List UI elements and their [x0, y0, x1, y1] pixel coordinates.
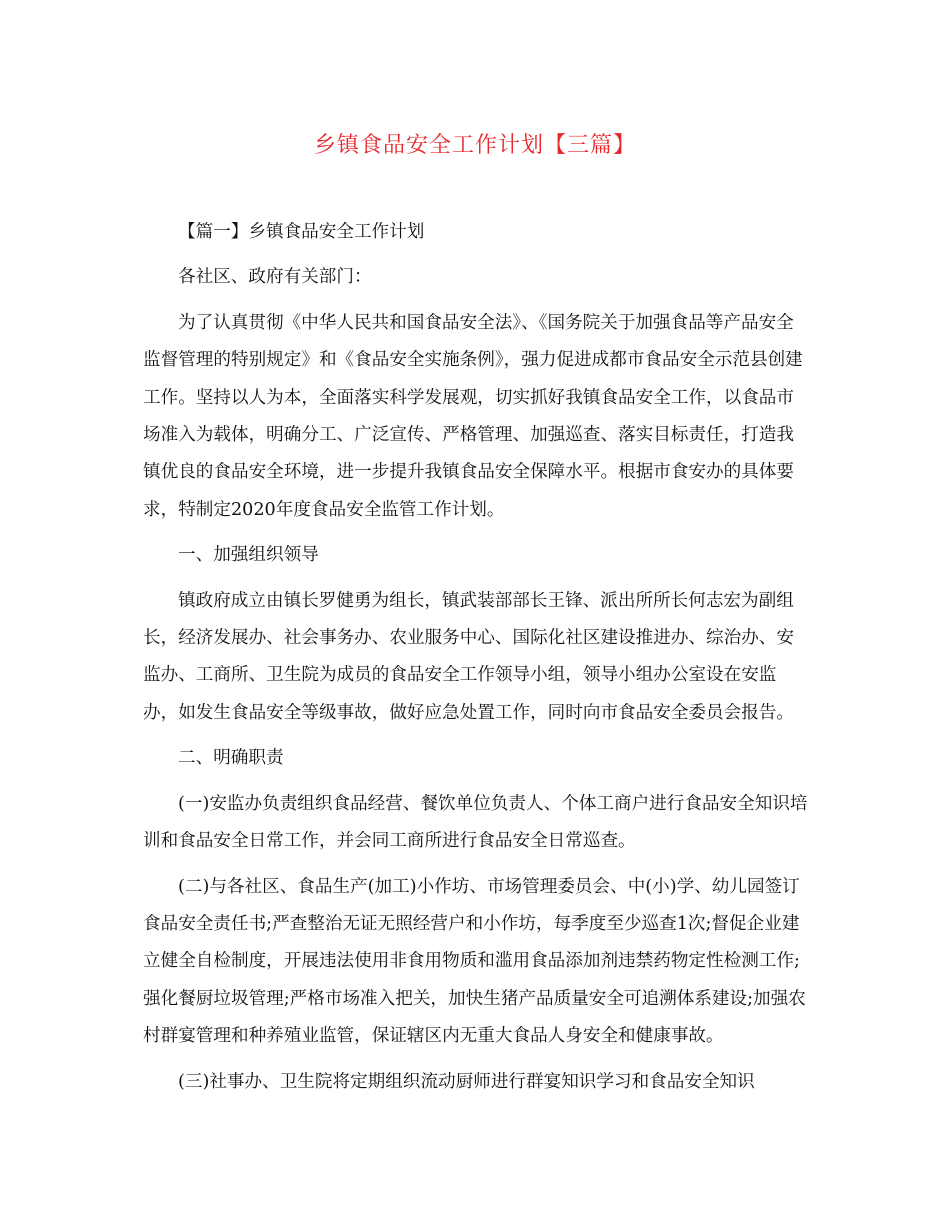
duty-item-3: (三)社事办、卫生院将定期组织流动厨师进行群宴知识学习和食品安全知识	[178, 1071, 755, 1092]
intro-paragraph: 为了认真贯彻《中华人民共和国食品安全法》、《国务院关于加强食品等产品安全监督管理的特别规定》和《食品安全实施条例》，强力促进成都市食品安全示范县创建工作。坚持以人为本，全面落实科学发展观，切实抓好我镇食品安全工作，以食品市场准入为载体，明确分工、广泛宣传、严格管理、加强巡查、落实目标责任，打造我镇优良的食品安全环境，进一步提升我镇食品安全保障水平。根据市食安办的具体要求，特制定2020年度食品安全监管工作计划。	[143, 312, 803, 520]
heading-organization: 一、加强组织领导	[178, 545, 319, 566]
section-heading: 【篇一】乡镇食品安全工作计划	[178, 222, 425, 242]
duty-item-2: (二)与各社区、食品生产(加工)小作坊、市场管理委员会、中(小)学、幼儿园签订食品安全责任书;严查整治无证无照经营户和小作坊，每季度至少巡查1次;督促企业建立健全自检制度，开展违法使用非食用物质和滥用食品添加剂违禁药物定性检测工作;强化餐厨垃圾管理;严格市场准入把关，加快生猪产品质量安全可追溯体系建设;加强农村群宴管理和种养殖业监管，保证辖区内无重大食品人身安全和健康事故。	[143, 876, 806, 1047]
heading-duties: 二、明确职责	[178, 748, 284, 769]
duty-item-1: (一)安监办负责组织食品经营、餐饮单位负责人、个体工商户进行食品安全知识培训和食品安全日常工作，并会同工商所进行食品安全日常巡查。	[143, 793, 808, 852]
document-body	[143, 214, 808, 1101]
salutation: 各社区、政府有关部门：	[178, 267, 372, 288]
document-title: 乡镇食品安全工作计划【三篇】	[313, 133, 636, 158]
paragraph-organization: 镇政府成立由镇长罗健勇为组长，镇武装部部长王锋、派出所所长何志宏为副组长，经济发展办、社会事务办、农业服务中心、国际化社区建设推进办、综治办、安监办、工商所、卫生院为成员的食品安全工作领导小组，领导小组办公室设在安监办，如发生食品安全等级事故，做好应急处置工作，同时向市食品安全委员会报告。	[143, 590, 794, 723]
